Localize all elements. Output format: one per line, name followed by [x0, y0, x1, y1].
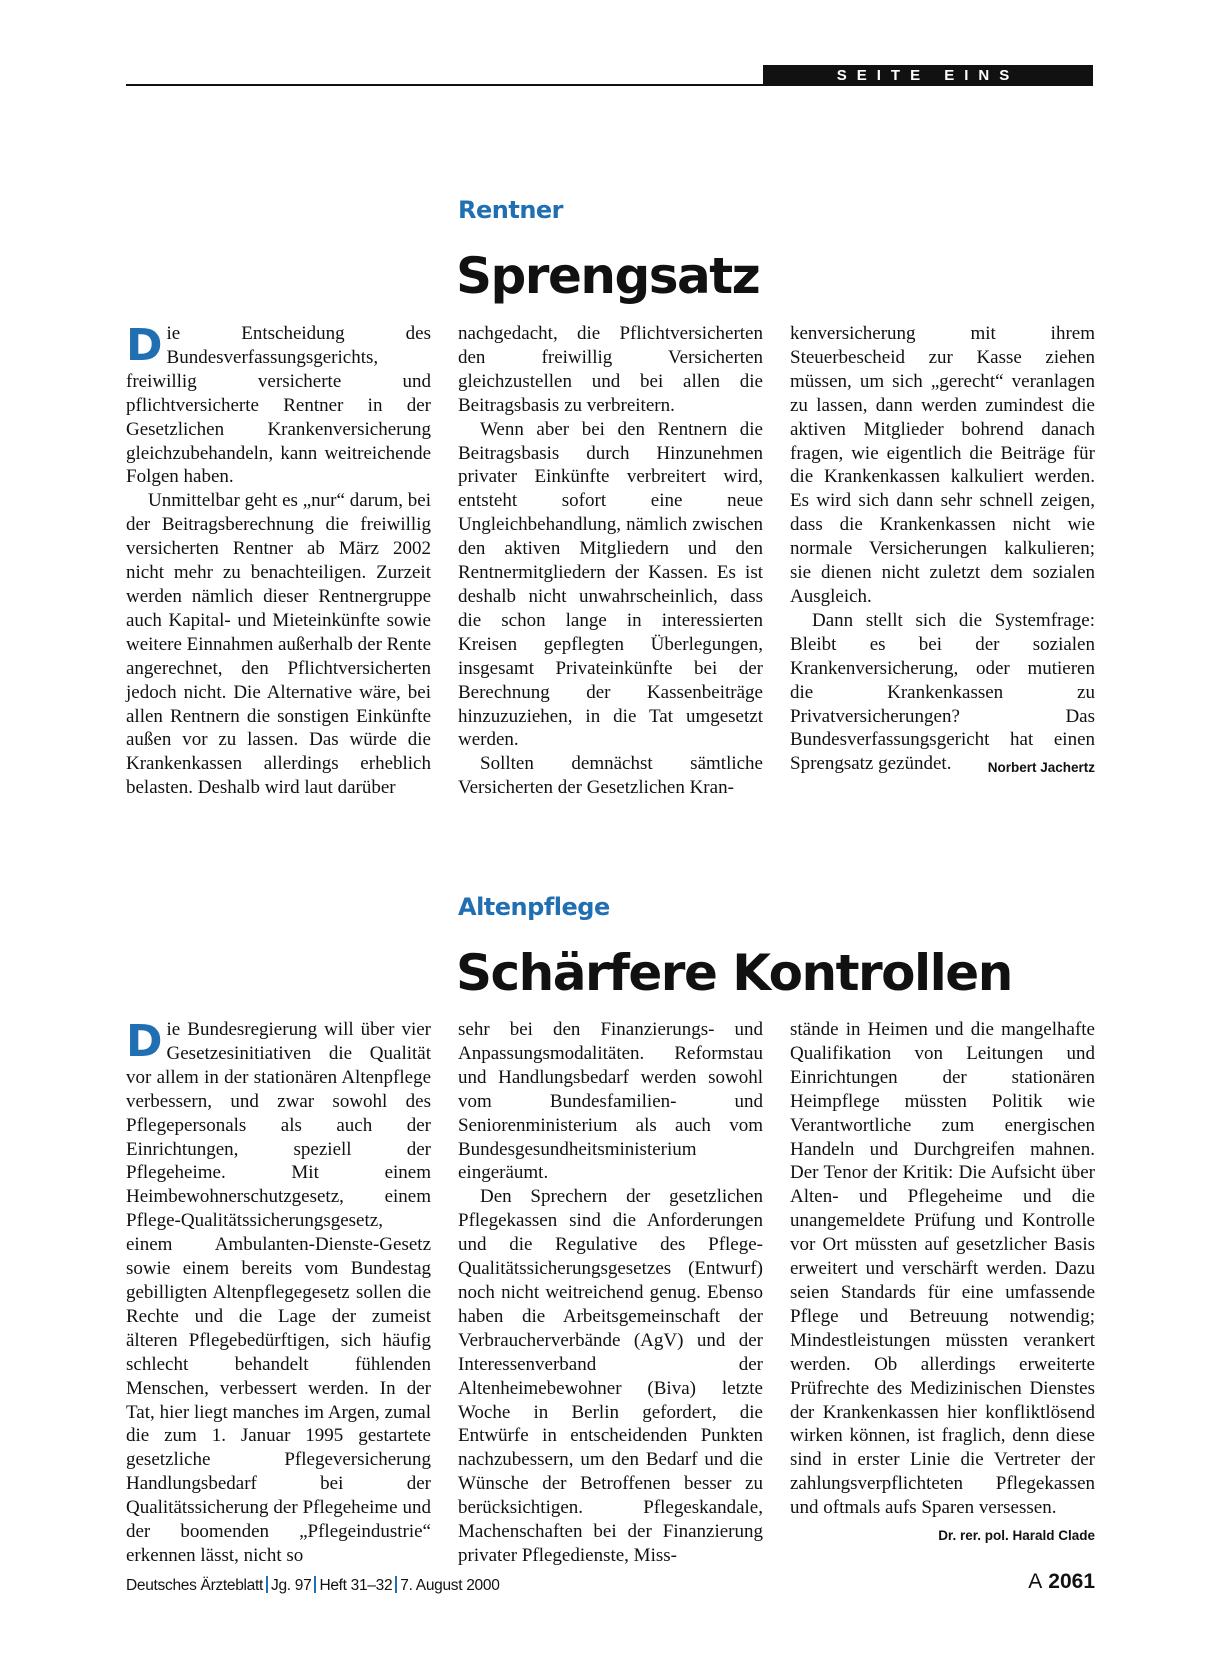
- article2-column-2: [458, 1018, 763, 1568]
- footer-date: 7. August 2000: [400, 1577, 500, 1594]
- header-rule: [126, 84, 763, 86]
- footer-separator: [314, 1576, 316, 1593]
- article2-paragraph: sehr bei den Finanzierungs- und Anpassungsmodalitäten. Reformstau und Handlungsbedarf werden sowohl vom Bundesfamilien- und Seniorenministerium als auch vom Bundesgesundheitsministerium eingeräumt.: [458, 1019, 763, 1184]
- article1-paragraph: Unmittelbar geht es „nur“ darum, bei der Beitragsberechnung die freiwillig versicherten Rentner ab März 2002 nicht mehr zu benachteiligen. Zurzeit werden nämlich dieser Rentnergruppe auch Kapital- und Mieteinkünfte sowie weitere Einnahmen außerhalb der Rente angerechnet, den Pflichtversicherten jedoch nicht. Die Alternative wäre, bei allen Rentnern die sonstigen Einkünfte außen vor zu lassen. Das würde die Krankenkassen allerdings erheblich belasten. Deshalb wird laut darüber: [126, 490, 431, 799]
- article1-paragraph: ie Entscheidung des Bundesverfassungsgerichts, freiwillig versicherte und pflichtversicherte Rentner in der Gesetzlichen Krankenversicherung gleichzubehandeln, kann weitreichende Folgen haben.: [126, 323, 431, 488]
- footer-separator: [266, 1576, 268, 1593]
- article1-paragraph: nachgedacht, die Pflichtversicherten den freiwillig Versicherten gleichzustellen und bei allen die Beitragsbasis zu verbreitern.: [458, 323, 763, 416]
- footer-citation: [126, 1576, 500, 1595]
- article1-kicker: Rentner: [458, 196, 564, 224]
- footer-issue: Heft 31–32: [319, 1577, 393, 1594]
- section-label: SEITE EINS: [763, 65, 1093, 86]
- page-prefix: A: [1028, 1570, 1043, 1593]
- article2-kicker: Altenpflege: [458, 893, 610, 921]
- article1-dropcap: D: [126, 320, 163, 371]
- footer-journal: Deutsches Ärzteblatt: [126, 1577, 264, 1594]
- page-number: [1028, 1570, 1095, 1594]
- article1-headline: Sprengsatz: [456, 247, 760, 305]
- article1-column-2: [458, 322, 763, 800]
- article2-column-1: [126, 1018, 431, 1568]
- footer-volume: Jg. 97: [271, 1577, 312, 1594]
- article2-paragraph: ie Bundesregierung will über vier Gesetzesinitiativen die Qualität vor allem in der stationären Altenpflege verbessern, und zwar sowohl des Pflegepersonals als auch der Einrichtungen, speziell der Pflegeheime. Mit einem Heimbewohnerschutzgesetz, einem Pflege-Qualitätssicherungsgesetz, einem Ambulanten-Dienste-Gesetz sowie einem bereits vom Bundestag gebilligten Altenpflegegesetz sollen die Rechte und die Lage der zumeist älteren Pflegebedürftigen, sich häufig schlecht behandelt fühlenden Menschen, verbessert werden. In der Tat, hier liegt manches im Argen, zumal die zum 1. Januar 1995 gestartete gesetzliche Pflegeversicherung Handlungsbedarf bei der Qualitätssicherung der Pflegeheime und der boomenden „Pflegeindustrie“ erkennen lässt, nicht so: [126, 1019, 431, 1566]
- article1-paragraph: kenversicherung mit ihrem Steuerbescheid zur Kasse ziehen müssen, um sich „gerecht“ veranlagen zu lassen, dann werden zumindest die aktiven Mitglieder bohrend danach fragen, wie eigentlich die Beiträge für die Krankenkassen kalkuliert werden. Es wird sich dann sehr schnell zeigen, dass die Krankenkassen nicht wie normale Versicherungen kalkulieren; sie dienen nicht zuletzt dem sozialen Ausgleich.: [790, 323, 1095, 607]
- page-number-value: 2061: [1048, 1570, 1095, 1593]
- article2-column-3: [790, 1018, 1095, 1548]
- article2-paragraph: stände in Heimen und die mangelhafte Qualifikation von Leitungen und Einrichtungen der stationären Heimpflege müssten Politik wie Verantwortliche zum energischen Handeln und Durchgreifen mahnen. Der Tenor der Kritik: Die Aufsicht über Alten- und Pflegeheime und die unangemeldete Prüfung und Kontrolle vor Ort müssten auf gesetzlicher Basis erweitert und verschärft werden. Dazu seien Standards für eine umfassende Pflege und Betreuung notwendig; Mindestleistungen müssten verankert werden. Ob allerdings erweiterte Prüfrechte des Medizinischen Dienstes der Krankenkassen hier konfliktlösend wirken können, ist fraglich, denn diese sind in erster Linie die Vertreter der zahlungsverpflichteten Pflegekassen und oftmals aufs Sparen versessen.: [790, 1019, 1095, 1519]
- article1-column-1: [126, 322, 431, 800]
- article1-paragraph: Dann stellt sich die Systemfrage: Bleibt es bei der sozialen Krankenversicherung, oder mutieren die Krankenkassen zu Privatversicherungen? Das Bundesverfassungsgericht hat einen Sprengsatz gezündet.: [790, 609, 1095, 775]
- article2-dropcap: D: [126, 1016, 163, 1067]
- article2-author: Dr. rer. pol. Harald Clade: [938, 1528, 1095, 1544]
- article1-author: Norbert Jachertz: [987, 760, 1095, 776]
- article1-column-3: [790, 322, 1095, 780]
- article1-paragraph: Wenn aber bei den Rentnern die Beitragsbasis durch Hinzunehmen privater Einkünfte verbreitert wird, entsteht sofort eine neue Ungleichbehandlung, nämlich zwischen den aktiven Mitgliedern und den Rentnermitgliedern der Kassen. Es ist deshalb nicht unwahrscheinlich, dass die schon lange in interessierten Kreisen gepflegten Überlegungen, insgesamt Privateinkünfte bei der Berechnung der Kassenbeiträge hinzuzuziehen, in die Tat umgesetzt werden.: [458, 418, 763, 751]
- article2-paragraph: Den Sprechern der gesetzlichen Pflegekassen sind die Anforderungen und die Regulative des Pflege-Qualitätssicherungsgesetzes (Entwurf) noch nicht weitreichend genug. Ebenso haben die Arbeitsgemeinschaft der Verbraucherverbände (AgV) und der Interessenverband der Altenheimebewohner (Biva) letzte Woche in Berlin gefordert, die Entwürfe in entscheidenden Punkten nachzubessern, um den Bedarf und die Wünsche der Betroffenen besser zu berücksichtigen. Pflegeskandale, Machenschaften bei der Finanzierung privater Pflegedienste, Miss-: [458, 1186, 763, 1566]
- article2-headline: Schärfere Kontrollen: [456, 944, 1012, 1002]
- footer-separator: [395, 1576, 397, 1593]
- article1-paragraph: Sollten demnächst sämtliche Versicherten der Gesetzlichen Kran-: [458, 753, 763, 799]
